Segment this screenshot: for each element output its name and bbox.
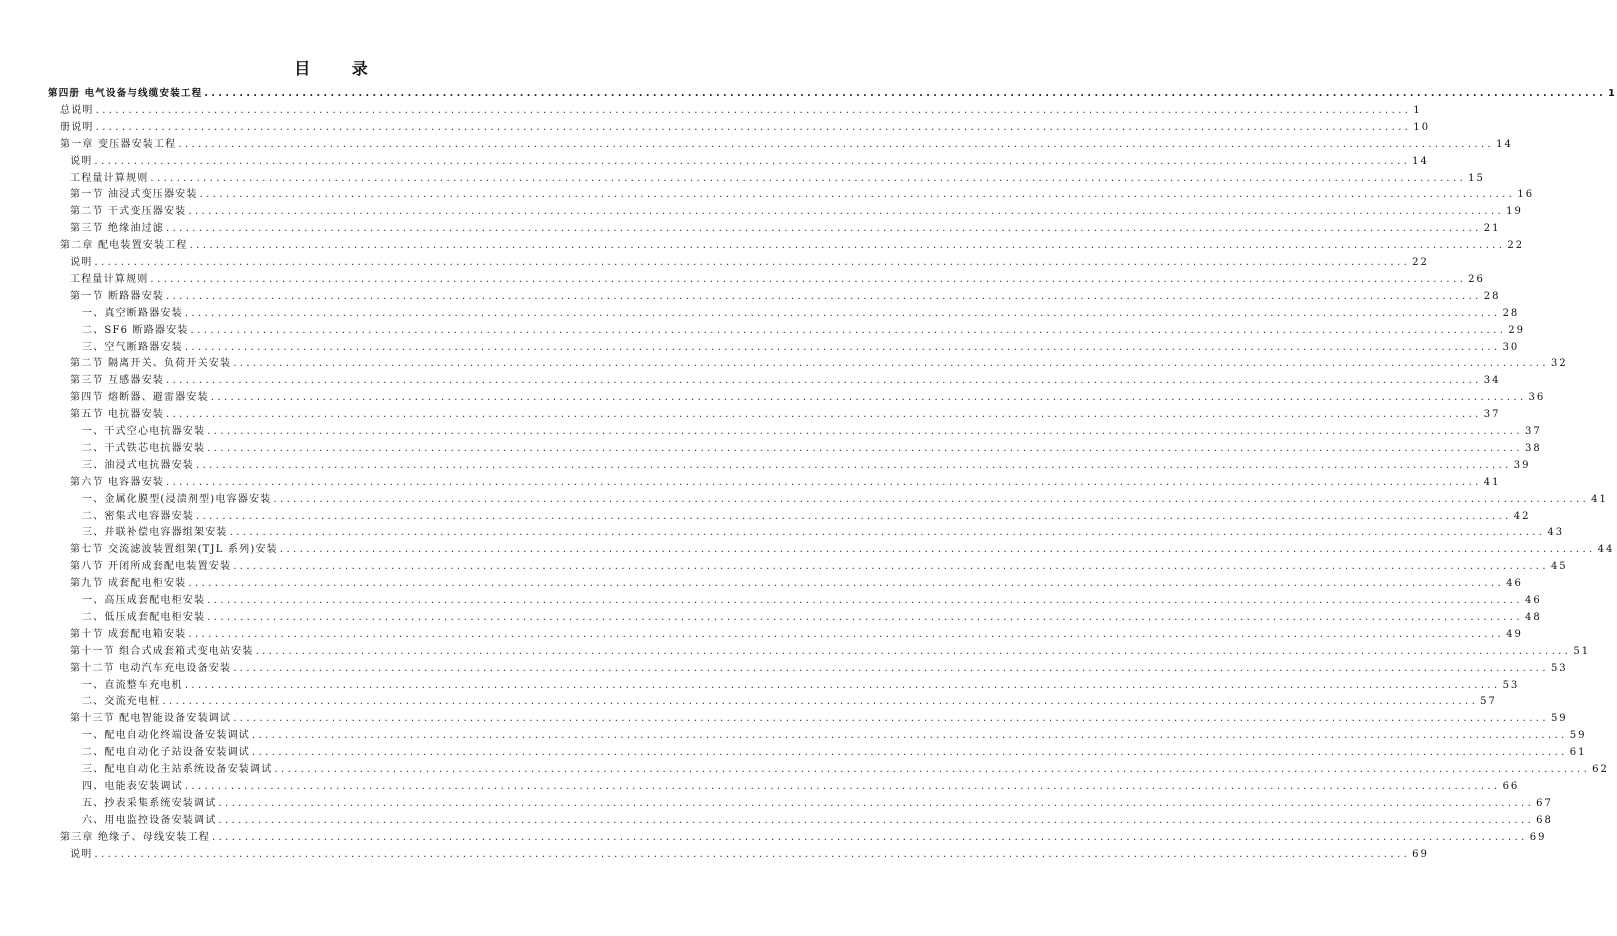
toc-entry-page-number: 44 [1597, 544, 1615, 556]
toc-entry-page-number: 69 [1529, 831, 1547, 843]
toc-entry-title: 一、干式空心电抗器安装 [82, 426, 206, 437]
toc-entry[interactable] [70, 473, 1501, 489]
toc-entry[interactable] [82, 811, 1553, 827]
toc-leader-dots: ........................................................................................................................................................................................................ [273, 493, 1590, 505]
page-title: 目 录 [294, 59, 386, 78]
toc-entry[interactable] [60, 118, 1431, 134]
toc-leader-dots: ........................................................................................................................................................................................................ [233, 662, 1549, 674]
toc-entry-page-number: 41 [1483, 476, 1501, 488]
toc-leader-dots: ........................................................................................................................................................................................................ [252, 730, 1568, 742]
toc-entry[interactable] [82, 490, 1608, 506]
toc-entry[interactable] [60, 236, 1525, 252]
toc-leader-dots: ........................................................................................................................................................................................................ [274, 764, 1591, 775]
toc-entry-page-number: 66 [1502, 780, 1520, 792]
toc-entry[interactable] [70, 845, 1429, 861]
toc-entry-title: 第二节 隔离开关、负荷开关安装 [70, 358, 232, 370]
toc-entry-page-number: 37 [1524, 426, 1542, 437]
toc-entry-page-number: 15 [1468, 172, 1485, 184]
toc-entry[interactable] [70, 574, 1523, 590]
toc-leader-dots: ........................................................................................................................................................................................................ [229, 527, 1546, 539]
toc-entry-title: 第九节 成套配电柜安装 [70, 578, 187, 590]
toc-entry[interactable] [70, 659, 1568, 675]
toc-entry-page-number: 32 [1550, 358, 1568, 370]
toc-leader-dots: ........................................................................................................................................................................................................ [189, 240, 1506, 252]
toc-entry-title: 第二章 配电装置安装工程 [60, 240, 188, 252]
toc-entry-page-number: 41 [1591, 493, 1608, 505]
toc-entry-page-number: 57 [1480, 696, 1497, 708]
toc-leader-dots: ........................................................................................................................................................................................................ [199, 189, 1516, 201]
toc-entry-page-number: 37 [1483, 409, 1501, 421]
toc-entry[interactable] [70, 709, 1568, 725]
toc-entry[interactable] [70, 152, 1429, 168]
toc-entry-title: 六、用电监控设备安装调试 [82, 814, 217, 826]
toc-entry-page-number: 30 [1502, 341, 1520, 353]
toc-entry-title: 第三节 互感器安装 [70, 375, 164, 387]
toc-entry[interactable] [82, 321, 1526, 337]
toc-entry-page-number: 46 [1506, 578, 1523, 590]
toc-leader-dots: ........................................................................................................................................................................................................ [165, 375, 1482, 387]
toc-entry-page-number: 62 [1592, 764, 1609, 775]
toc-leader-dots: ........................................................................................................................................................................................................ [196, 459, 1512, 471]
toc-leader-dots: ........................................................................................................................................................................................................ [162, 696, 1479, 708]
toc-entry-title: 一、金属化膜型(浸渍剂型)电容器安装 [82, 493, 272, 505]
toc-entry-title: 第七节 交流滤波装置组架(TJL 系列)安装 [70, 544, 278, 556]
toc-entry[interactable] [82, 338, 1520, 354]
toc-entry[interactable] [60, 101, 1422, 117]
toc-entry-page-number: 46 [1524, 595, 1542, 606]
toc-entry-page-number: 26 [1468, 273, 1485, 285]
toc-leader-dots: ........................................................................................................................................................................................................ [94, 257, 1411, 268]
toc-entry[interactable] [82, 760, 1609, 776]
toc-entry-page-number: 49 [1506, 628, 1523, 640]
toc-entry-page-number: 1 [1608, 88, 1617, 99]
toc-entry[interactable] [82, 726, 1587, 742]
toc-leader-dots: ........................................................................................................................................................................................................ [184, 679, 1501, 691]
toc-leader-dots: ........................................................................................................................................................................................................ [211, 831, 1528, 843]
toc-entry-title: 册说明 [60, 121, 94, 133]
toc-entry[interactable] [70, 169, 1485, 185]
toc-leader-dots: ........................................................................................................................................................................................................ [165, 409, 1482, 421]
toc-leader-dots: ........................................................................................................................................................................................................ [188, 206, 1505, 218]
toc-leader-dots: ........................................................................................................................................................................................................ [94, 848, 1411, 860]
toc-entry[interactable] [60, 135, 1513, 151]
toc-entry[interactable] [82, 777, 1520, 793]
toc-entry-title: 第一章 变压器安装工程 [60, 138, 177, 150]
toc-entry-title: 第一节 断路器安装 [70, 290, 164, 302]
toc-entry-title: 第六节 电容器安装 [70, 476, 164, 488]
toc-entry[interactable] [48, 84, 1617, 100]
toc-entry-page-number: 19 [1506, 206, 1523, 218]
toc-entry-title: 三、油浸式电抗器安装 [82, 459, 194, 471]
toc-entry-page-number: 16 [1517, 189, 1535, 201]
toc-entry-page-number: 59 [1569, 730, 1587, 742]
toc-leader-dots: ........................................................................................................................................................................................................ [150, 273, 1467, 285]
toc-entry[interactable] [82, 676, 1520, 692]
toc-entry[interactable] [70, 625, 1523, 641]
toc-entry-page-number: 29 [1508, 324, 1526, 336]
toc-leader-dots: ........................................................................................................................................................................................................ [255, 645, 1572, 657]
toc-entry[interactable] [70, 354, 1568, 370]
toc-entry-page-number: 53 [1550, 662, 1568, 674]
toc-entry[interactable] [82, 608, 1542, 624]
toc-entry-title: 二、密集式电容器安装 [82, 510, 194, 522]
toc-leader-dots: ........................................................................................................................................................................................................ [184, 780, 1501, 792]
toc-entry-title: 第十三节 配电智能设备安装调试 [70, 713, 232, 725]
toc-entry[interactable] [82, 743, 1587, 759]
toc-entry-page-number: 39 [1513, 459, 1531, 471]
toc-leader-dots: ........................................................................................................................................................................................................ [190, 324, 1507, 336]
toc-entry[interactable] [70, 388, 1546, 404]
toc-entry-page-number: 14 [1412, 155, 1429, 167]
toc-entry-page-number: 42 [1513, 510, 1531, 522]
toc-entry-page-number: 1 [1413, 104, 1422, 116]
toc-leader-dots: ........................................................................................................................................................................................................ [150, 172, 1467, 184]
toc-entry-page-number: 28 [1502, 307, 1520, 319]
toc-entry[interactable] [70, 405, 1501, 421]
toc-entry-title: 二、低压成套配电柜安装 [82, 611, 206, 623]
toc-leader-dots: ........................................................................................................................................................................................................ [94, 155, 1411, 167]
toc-entry-title: 第五节 电抗器安装 [70, 409, 164, 421]
toc-entry-title: 二、交流充电桩 [82, 696, 161, 708]
toc-entry-title: 一、真空断路器安装 [82, 307, 183, 319]
toc-entry-title: 四、电能表安装调试 [82, 780, 183, 792]
toc-leader-dots: ........................................................................................................................................................................................................ [178, 138, 1495, 150]
toc-entry-title: 一、直流整车充电机 [82, 679, 183, 691]
toc-entry[interactable] [82, 507, 1531, 523]
toc-entry-page-number: 34 [1483, 375, 1501, 387]
toc-entry[interactable] [70, 202, 1523, 218]
toc-entry-title: 第十节 成套配电箱安装 [70, 628, 187, 640]
toc-entry-title: 第三章 绝缘子、母线安装工程 [60, 831, 210, 843]
toc-entry[interactable] [70, 371, 1501, 387]
toc-entry-title: 一、配电自动化终端设备安装调试 [82, 730, 250, 742]
toc-entry-page-number: 48 [1524, 611, 1542, 623]
toc-entry-title: 说明 [70, 848, 93, 860]
toc-entry-page-number: 45 [1550, 561, 1568, 573]
toc-leader-dots: ........................................................................................................................................................................................................ [207, 442, 1523, 454]
toc-entry-title: 一、高压成套配电柜安装 [82, 595, 206, 606]
toc-entry-page-number: 67 [1536, 797, 1553, 809]
toc-leader-dots: ........................................................................................................................................................................................................ [218, 814, 1535, 826]
toc-leader-dots: ........................................................................................................................................................................................................ [218, 797, 1535, 809]
toc-leader-dots: ........................................................................................................................................................................................................ [184, 307, 1501, 319]
toc-entry-page-number: 28 [1483, 290, 1501, 302]
toc-leader-dots: ........................................................................................................................................................................................................ [188, 578, 1505, 590]
toc-leader-dots: ........................................................................................................................................................................................................ [207, 426, 1523, 437]
toc-leader-dots: ........................................................................................................................................................................................................ [165, 476, 1482, 488]
toc-entry-page-number: 51 [1573, 645, 1591, 657]
toc-entry[interactable] [70, 540, 1615, 556]
toc-entry-page-number: 36 [1528, 392, 1546, 404]
toc-leader-dots: ........................................................................................................................................................................................................ [207, 595, 1523, 606]
toc-entry-page-number: 38 [1524, 442, 1542, 454]
toc-entry-title: 工程量计算规则 [70, 273, 149, 285]
toc-entry-page-number: 22 [1507, 240, 1525, 252]
toc-entry-title: 五、抄表采集系统安装调试 [82, 797, 217, 809]
toc-entry-title: 三、并联补偿电容器组架安装 [82, 527, 228, 539]
toc-entry-title: 三、配电自动化主站系统设备安装调试 [82, 764, 273, 775]
toc-entry-title: 第一节 油浸式变压器安装 [70, 189, 198, 201]
toc-entry[interactable] [82, 439, 1542, 455]
toc-entry-page-number: 22 [1412, 257, 1429, 268]
toc-leader-dots: ........................................................................................................................................................................................................ [279, 544, 1596, 556]
toc-entry[interactable] [70, 253, 1429, 269]
toc-entry-title: 说明 [70, 155, 93, 167]
toc-leader-dots: ........................................................................................................................................................................................................ [196, 510, 1512, 522]
toc-leader-dots: ........................................................................................................................................................................................................ [165, 223, 1482, 235]
toc-entry-page-number: 21 [1483, 223, 1501, 235]
toc-leader-dots: ........................................................................................................................................................................................................ [207, 611, 1523, 623]
toc-entry-page-number: 10 [1413, 121, 1431, 133]
toc-entry[interactable] [70, 557, 1568, 573]
toc-entry-title: 总说明 [60, 104, 94, 116]
toc-entry[interactable] [70, 219, 1501, 235]
toc-leader-dots: ........................................................................................................................................................................................................ [95, 121, 1412, 133]
toc-entry[interactable] [82, 422, 1542, 438]
toc-entry-page-number: 61 [1569, 747, 1587, 759]
toc-entry-title: 第四节 熔断器、避雷器安装 [70, 392, 209, 404]
toc-entry[interactable] [82, 794, 1553, 810]
toc-entry-page-number: 14 [1496, 138, 1513, 150]
toc-entry-title: 第十一节 组合式成套箱式变电站安装 [70, 645, 254, 657]
toc-entry-title: 二、SF6 断路器安装 [82, 324, 189, 336]
toc-leader-dots: ........................................................................................................................................................................................................ [184, 341, 1501, 353]
toc-entry[interactable] [70, 270, 1485, 286]
toc-entry[interactable] [82, 692, 1497, 708]
toc-entry[interactable] [82, 591, 1542, 607]
toc-entry-title: 第二节 干式变压器安装 [70, 206, 187, 218]
toc-entry-title: 二、干式铁芯电抗器安装 [82, 442, 206, 454]
toc-entry-page-number: 68 [1536, 814, 1553, 826]
toc-entry-title: 第十二节 电动汽车充电设备安装 [70, 662, 232, 674]
toc-entry-title: 工程量计算规则 [70, 172, 149, 184]
toc-entry[interactable] [70, 185, 1535, 201]
toc-entry-title: 第三节 绝缘油过滤 [70, 223, 164, 235]
toc-leader-dots: ........................................................................................................................................................................................................ [95, 104, 1412, 116]
toc-entry-title: 说明 [70, 257, 93, 268]
toc-entry[interactable] [70, 642, 1591, 658]
toc-leader-dots: ........................................................................................................................................................................................................ [233, 713, 1549, 725]
toc-entry-title: 三、空气断路器安装 [82, 341, 183, 353]
toc-entry-title: 第八节 开闭所成套配电装置安装 [70, 561, 232, 573]
toc-entry-page-number: 43 [1547, 527, 1565, 539]
toc-entry[interactable] [60, 828, 1547, 844]
toc-entry[interactable] [82, 456, 1531, 472]
toc-leader-dots: ........................................................................................................................................................................................................ [188, 628, 1505, 640]
toc-leader-dots: ........................................................................................................................................................................................................ [210, 392, 1527, 404]
toc-leader-dots: ........................................................................................................................................................................................................ [233, 358, 1549, 370]
toc-entry[interactable] [82, 523, 1565, 539]
toc-leader-dots: ........................................................................................................................................................................................................ [252, 747, 1568, 759]
toc-entry[interactable] [70, 287, 1501, 303]
toc-leader-dots: ........................................................................................................................................................................................................ [233, 561, 1549, 573]
toc-entry-title: 二、配电自动化子站设备安装调试 [82, 747, 250, 759]
toc-entry[interactable] [82, 304, 1520, 320]
toc-entry-page-number: 53 [1502, 679, 1520, 691]
toc-entry-page-number: 59 [1550, 713, 1568, 725]
toc-entry-page-number: 69 [1412, 848, 1429, 860]
toc-entry-title: 第四册 电气设备与线缆安装工程 [48, 88, 203, 99]
toc-leader-dots: ........................................................................................................................................................................................................ [165, 290, 1482, 302]
toc-leader-dots: ........................................................................................................................................................................................................ [204, 88, 1607, 99]
